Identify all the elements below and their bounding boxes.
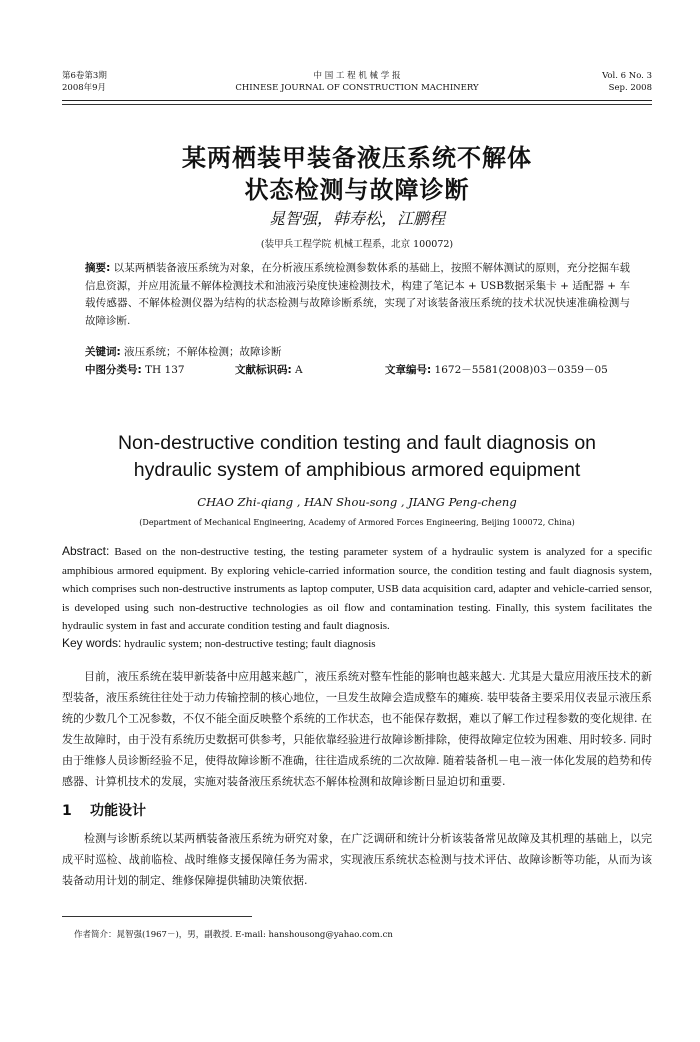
keywords-chinese-text: 液压系统；不解体检测；故障诊断 bbox=[124, 346, 282, 358]
keywords-english bbox=[62, 634, 652, 653]
author-footnote: 作者简介：晁智强(1967－)，男，副教授. E-mail: hanshousong@yahao.com.cn bbox=[74, 930, 393, 940]
abstract-chinese bbox=[85, 260, 630, 330]
abstract-english-text: Based on the non-destructive testing, the testing parameter system of a hydraulic system is analyzed for a specific amphibious armored equipment. By exploring vehicle-carried information source, the condition testing and fault diagnosis system, which comprises such non-destructive instruments as laptop computer, USB data acquisition card, adapter and vehicle-carried sensor, is developed using such non-destructive technologies as oil flow and contamination testing. Finally, this system facilitates the hydraulic system in fast and accurate condition testing and fault diagnosis. bbox=[62, 546, 652, 632]
keywords-chinese-label: 关键词: bbox=[85, 346, 121, 358]
header-volume-en: Vol. 6 No. 3 Sep. 2008 bbox=[602, 71, 652, 93]
keywords-english-text: hydraulic system; non-destructive testing; fault diagnosis bbox=[124, 638, 376, 650]
abstract-english-label: Abstract: bbox=[62, 544, 110, 558]
section-paragraph: 检测与诊断系统以某两栖装备液压系统为研究对象，在广泛调研和统计分析该装备常见故障及其机理的基础上，以完成平时巡检、战前临检、战时维修支援保障任务为需求，实现液压系统状态检测与技术评估、故障诊断等功能，从而为该装备动用计划的制定、维修保障提供辅助决策依据. bbox=[62, 832, 652, 887]
abstract-english bbox=[62, 542, 652, 636]
document-code: 文献标识码: A bbox=[235, 364, 303, 376]
section-number: 1 bbox=[62, 803, 72, 819]
section-title: 功能设计 bbox=[90, 803, 146, 819]
header-rule-thin bbox=[62, 104, 652, 105]
article-number: 文章编号: 1672－5581(2008)03－0359－05 bbox=[385, 364, 608, 376]
authors-chinese: 晁智强，韩寿松，江鹏程 bbox=[268, 209, 445, 228]
clc-number: 中图分类号: TH 137 bbox=[85, 364, 185, 376]
footnote-rule bbox=[62, 916, 252, 917]
authors-english: CHAO Zhi-qiang , HAN Shou-song , JIANG Peng-cheng bbox=[197, 495, 517, 509]
abstract-chinese-text: 以某两栖装备液压系统为对象，在分析液压系统检测参数体系的基础上，按照不解体测试的原则，充分挖掘车载信息资源，并应用流量不解体检测技术和油液污染度快速检测技术，构建了笔记本 + USB数据采集卡 + 适配器 + 车载传感器、不解体检测仪器为结构的状态检测与故障诊断系统，实现了对该装备液压系统的技术状况快速准确检测与故障诊断. bbox=[85, 262, 631, 327]
abstract-chinese-label: 摘要: bbox=[85, 262, 111, 274]
header-volume-zh: 第6卷第3期 2008年9月 bbox=[62, 71, 107, 93]
classification-line bbox=[85, 362, 630, 379]
affiliation-english: (Department of Mechanical Engineering, Academy of Armored Forces Engineering, Beijing 100072, China) bbox=[139, 518, 575, 527]
title-chinese: 某两栖装甲装备液压系统不解体 状态检测与故障诊断 bbox=[182, 144, 532, 204]
keywords-chinese bbox=[85, 344, 630, 361]
header-rule-thick bbox=[62, 100, 652, 101]
section-heading bbox=[62, 800, 652, 820]
title-english: Non-destructive condition testing and fault diagnosis on hydraulic system of amphibious armored equipment bbox=[117, 432, 597, 481]
header-journal-name: 中 国 工 程 机 械 学 报 CHINESE JOURNAL OF CONSTRUCTION MACHINERY bbox=[235, 71, 479, 93]
running-header bbox=[62, 70, 652, 102]
introduction-paragraph: 目前，液压系统在装甲新装备中应用越来越广，液压系统对整车性能的影响也越来越大. 尤其是大量应用液压技术的新型装备，液压系统往往处于动力传输控制的核心地位，一旦发生故障会造成整车的瘫痪. 装甲装备主要采用仪表显示液压系统的少数几个工况参数，不仅不能全面反映整个系统的工作状态，也不能保存数据，难以了解工作过程参数的变化规律. 在发生故障时，由于没有系统历史数据可供参考，只能依靠经验进行故障诊断排除，使得故障定位较为困难、用时较多. 同时由于维修人员诊断经验不足，使得故障诊断不准确，往往造成系统的二次故障. 随着装备机－电－液一体化发展的趋势和传感器、计算机技术的发展，实施对装备液压系统状态不解体检测和故障诊断日显迫切和重要. bbox=[62, 670, 652, 788]
affiliation-chinese: (装甲兵工程学院 机械工程系，北京 100072) bbox=[260, 239, 454, 250]
keywords-english-label: Key words: bbox=[62, 636, 122, 650]
